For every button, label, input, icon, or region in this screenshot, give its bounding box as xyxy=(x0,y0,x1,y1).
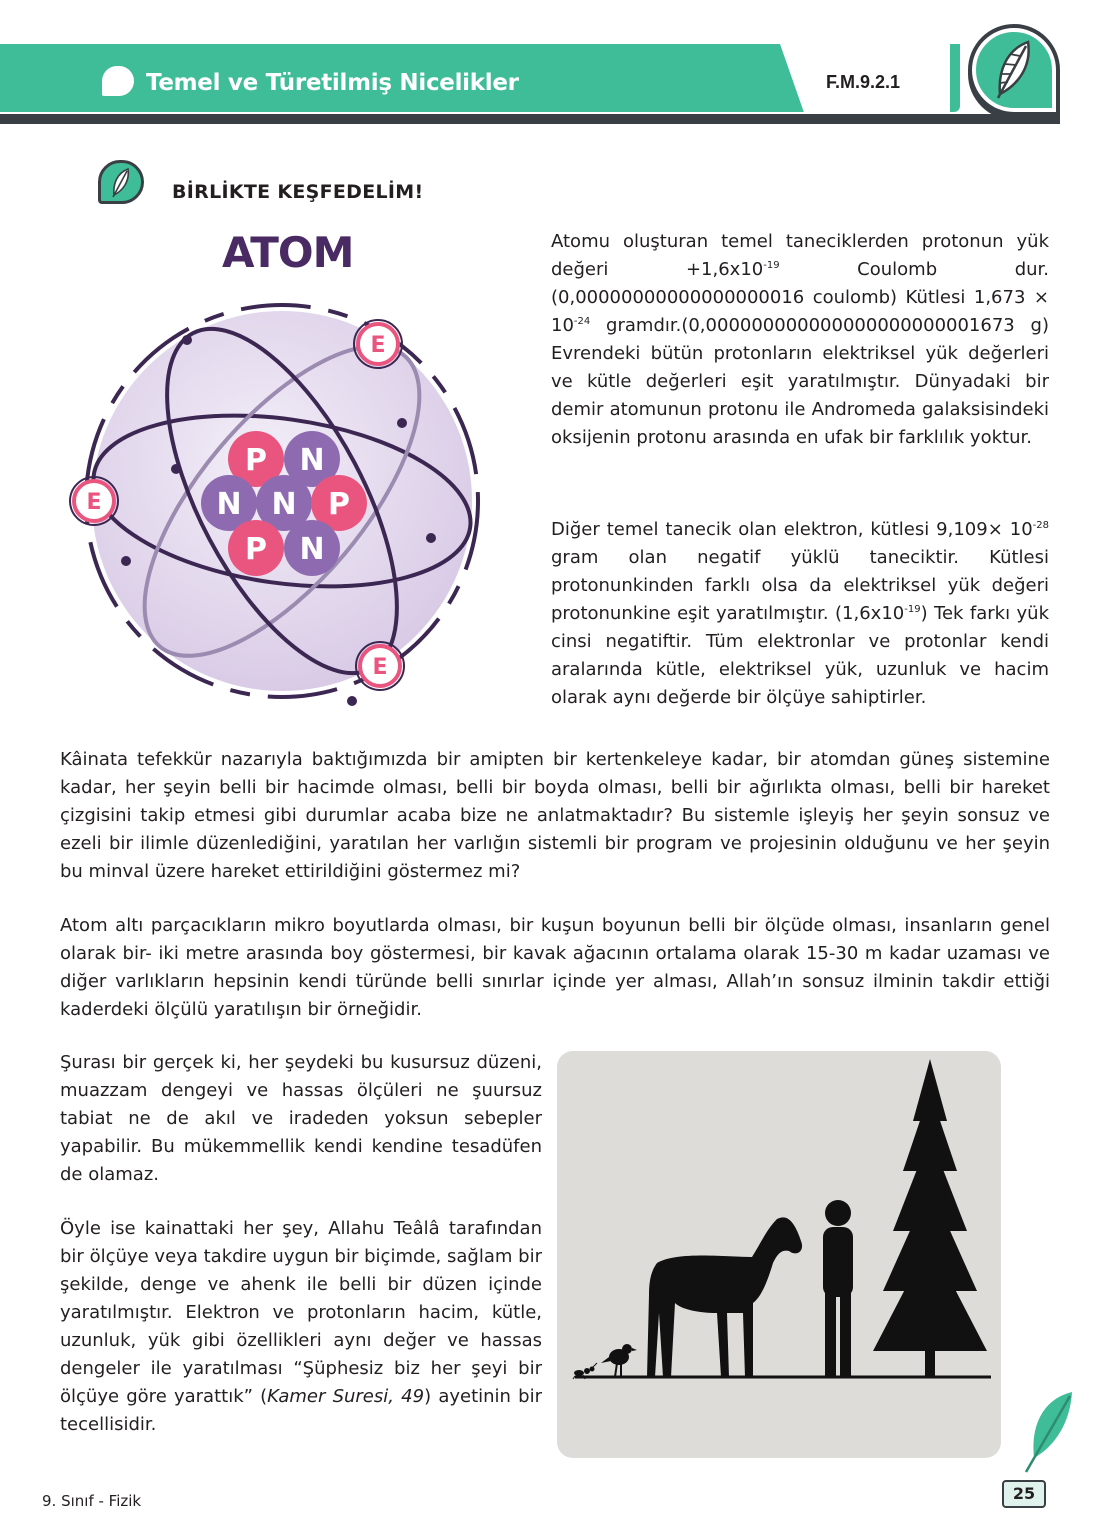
page-number: 25 xyxy=(1002,1480,1046,1508)
svg-text:P: P xyxy=(328,487,350,522)
speech-bubble-icon xyxy=(102,66,134,96)
curriculum-code: F.M.9.2.1 xyxy=(826,72,901,92)
paragraph-verse: Öyle ise kainattaki her şey, Allahu Teâlâ tarafından bir ölçüye veya takdire uygun bir biçimde, sağlam bir şekilde, denge ve ahenk ile belli bir düzen içinde yaratılmıştır. Elektron ve protonların hacim, kütle, uzunluk, yük gibi özellikleri aynı değer ve hassas dengeler ile yaratılması “Şüphesiz biz her şeyi bir ölçüye göre yarattık” (Kamer Suresi, 49) ayetinin bir tecellisidir. xyxy=(60,1218,542,1435)
feather-icon xyxy=(976,32,1052,108)
svg-text:E: E xyxy=(370,333,386,358)
feather-icon xyxy=(101,163,141,201)
svg-text:N: N xyxy=(271,487,297,522)
header-bar xyxy=(0,44,1000,124)
unit-title: Temel ve Türetilmiş Nicelikler xyxy=(146,70,519,96)
paragraph-reflection: Kâinata tefekkür nazarıyla baktığımızda bir amipten bir kertenkeleye kadar, bir atomdan güneş sistemine kadar, her şeyin belli bir hacimde olması, belli bir boyda olması, belli bir ağırlıkta olması, belli bir hareket çizgisini takip etmesi gibi durumlar acaba bize ne anlatmaktadır? Bu sistemle işleyiş her şeyin sonsuz ve ezeli bir ilimle düzenlediğini, yaratılan her varlığın sistemli bir program ve projesinin olduğunu ve her şeyin bu minval üzere hareket ettirildiğini göstermez mi? xyxy=(60,749,1050,882)
tree-icon xyxy=(873,1059,987,1377)
person-icon xyxy=(823,1200,853,1377)
section-badge xyxy=(98,160,144,204)
svg-text:P: P xyxy=(245,443,267,478)
paragraph-order: Şurası bir gerçek ki, her şeydeki bu kusursuz düzeni, muazzam dengeyi ve hassas ölçüleri ne şuursuz tabiat ne de akıl ve iradeden yoksun sebepler yapabilir. Bu mükemmellik kendi kendine tesadüfen de olamaz. xyxy=(60,1052,542,1185)
svg-text:P: P xyxy=(245,532,267,567)
course-label: 9. Sınıf - Fizik xyxy=(42,1492,142,1510)
silhouettes xyxy=(557,1051,1001,1458)
svg-text:N: N xyxy=(299,532,325,567)
atom-illustration xyxy=(62,296,502,716)
header-underline xyxy=(0,114,1060,124)
svg-text:E: E xyxy=(372,655,388,680)
section-title: BİRLİKTE KEŞFEDELİM! xyxy=(172,181,424,203)
svg-text:N: N xyxy=(216,487,242,522)
electron xyxy=(354,320,402,368)
atom-title: ATOM xyxy=(222,228,354,277)
feather-icon xyxy=(1000,1388,1080,1488)
header-badge-inner xyxy=(972,28,1056,112)
paragraph-measure: Atom altı parçacıkların mikro boyutlarda olması, bir kuşun boyunun belli bir ölçüde olması, insanların genel olarak bir- iki metre arasında boy göstermesi, bir kavak ağacının ortalama olarak 15-30 m kadar uzaması ve diğer varlıkların hepsinin kendi türünde belli sınırlar içinde yer alması, Allah’ın sonsuz ilminin takdir ettiği kaderdeki ölçülü yaratılışın bir örneğidir. xyxy=(60,915,1050,1020)
electron xyxy=(356,642,404,690)
size-comparison-image xyxy=(557,1051,1001,1458)
paragraph-electron: Diğer temel tanecik olan elektron, kütlesi $9,109\times 10^{-28}$ gram olan negatif yüklü taneciktir. Kütlesi protonunkinden farklı olsa da elektriksel yük değeri protonunkine eşit yaratılmıştır. $(1,6x10^{-19})$ Tek farkı yük cinsi negatiftir. Tüm elektronlar ve protonlar kendi aralarında kütle, elektriksel yük, uzunluk ve hacim olarak aynı değerde bir ölçüye sahiptirler. xyxy=(551,519,1049,708)
svg-text:E: E xyxy=(86,490,102,515)
svg-text:N: N xyxy=(299,443,325,478)
horse-icon xyxy=(647,1217,802,1377)
bird-icon xyxy=(601,1344,637,1377)
electron xyxy=(70,477,118,525)
paragraph-proton: Atomu oluşturan temel taneciklerden protonun yük değeri $+1,6x10^{-19}$ Coulomb dur. (0,00000000000000000016 coulomb) Kütlesi $1,673 \times 10^{-24}$ gramdır.(0,000000000000000000000001673 g) Evrendeki bütün protonların elektriksel yük değerleri ve kütle değerleri eşit yaratılmıştır. Dünyadaki bir demir atomunun protonu ile Andromeda galaksisindeki oksijenin protonu arasında en ufak bir farklılık yoktur. xyxy=(551,231,1050,448)
